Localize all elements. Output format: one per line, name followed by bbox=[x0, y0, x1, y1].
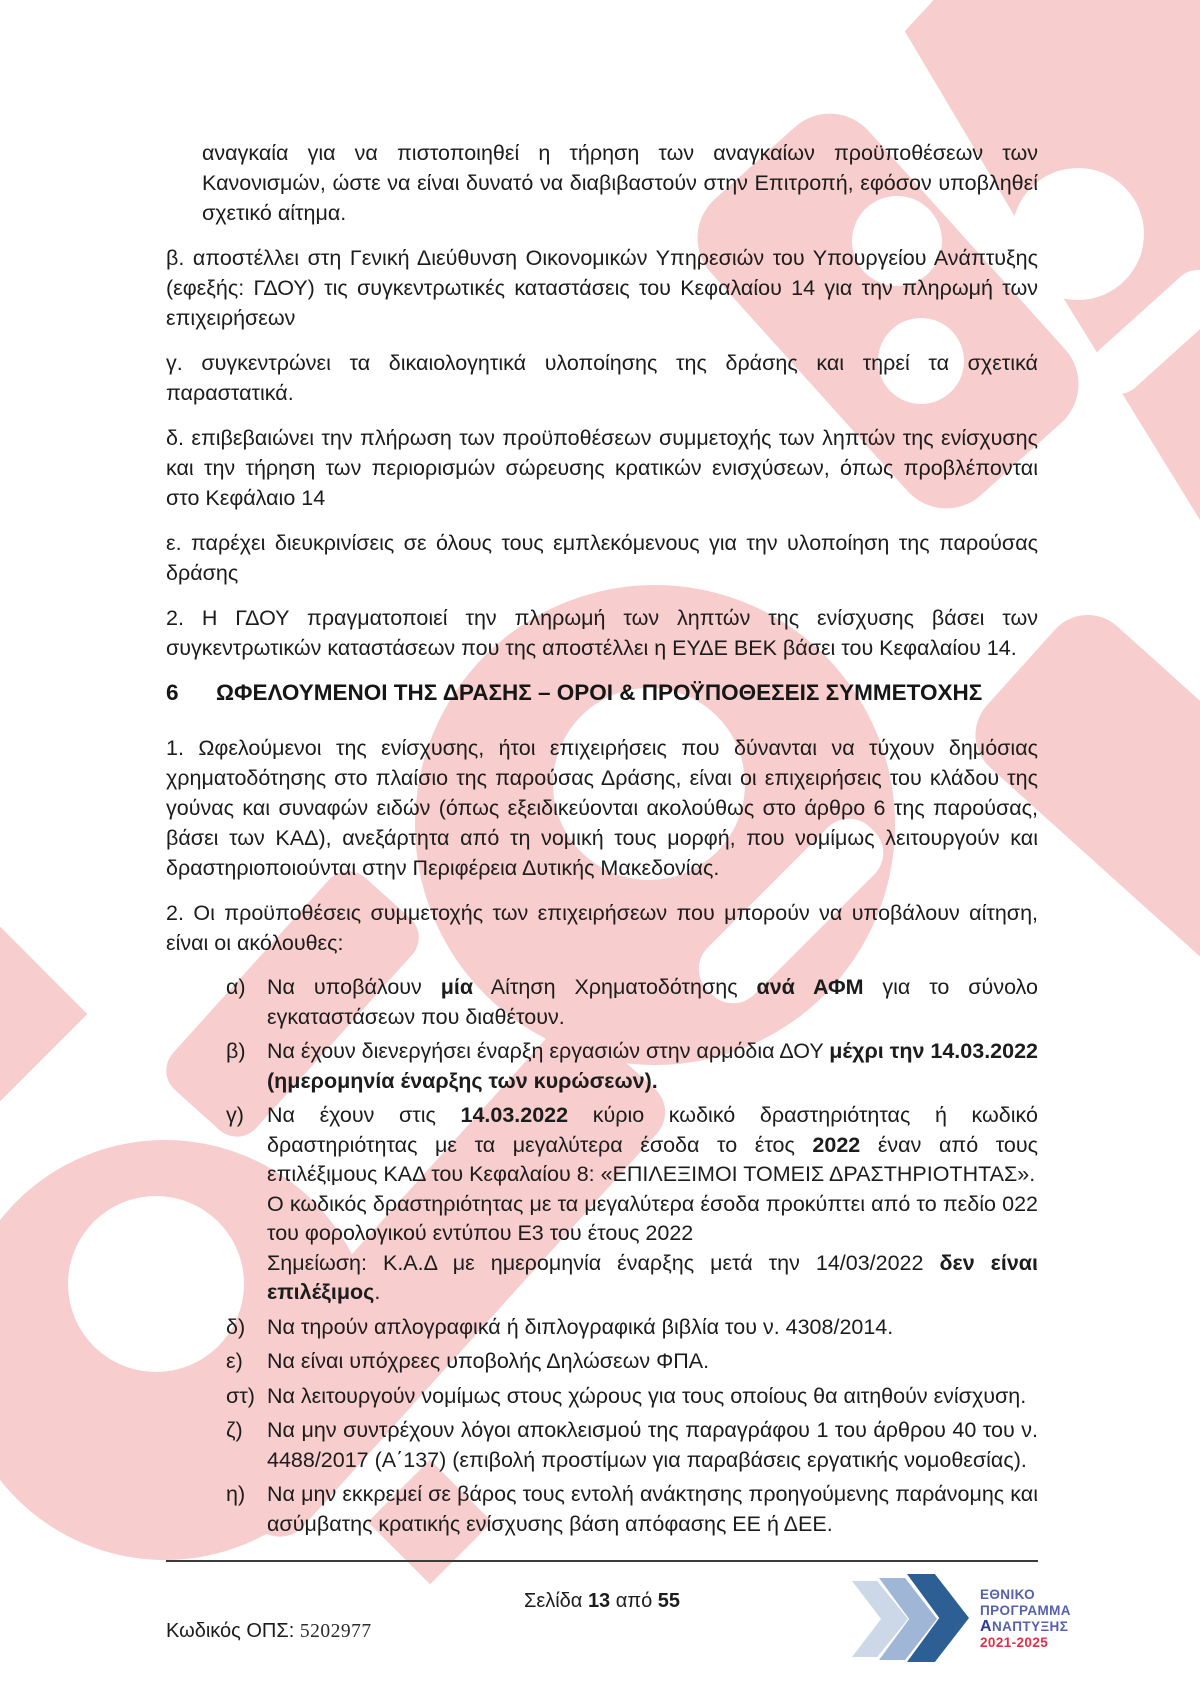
list-marker: ζ) bbox=[226, 1418, 243, 1442]
logo-line-3: ΑΝΑΠΤΥΞΗΣ bbox=[980, 1618, 1069, 1635]
list-item-text bbox=[267, 1382, 1038, 1412]
text: Να λειτουργούν νομίμως στους χώρους για τους οποίους θα αιτηθούν ενίσχυση. bbox=[267, 1383, 1027, 1408]
text: Να έχουν στις bbox=[267, 1103, 461, 1127]
list-item-paragraph bbox=[267, 1347, 1038, 1377]
bold-text: ανά ΑΦΜ bbox=[756, 975, 864, 999]
text: Αίτηση Χρηματοδότησης bbox=[473, 975, 757, 999]
list-item bbox=[226, 1037, 1038, 1096]
list-marker: δ) bbox=[226, 1314, 246, 1339]
list-item-text bbox=[267, 1101, 1038, 1308]
bold-text: δεν είναι επιλέξιμος bbox=[267, 1250, 1038, 1304]
document-body bbox=[166, 138, 1038, 1544]
paragraph bbox=[166, 138, 1038, 228]
list-item bbox=[226, 973, 1038, 1032]
bold-text: μία bbox=[440, 975, 474, 999]
section-number: 6 bbox=[166, 680, 179, 705]
text: Να υποβάλουν bbox=[267, 975, 441, 999]
list-item-text bbox=[267, 1480, 1038, 1539]
list-item-paragraph bbox=[267, 1190, 1038, 1249]
list-item bbox=[226, 1313, 1038, 1343]
page-total: 55 bbox=[657, 1590, 681, 1612]
logo-years: 2021-2025 bbox=[980, 1635, 1049, 1650]
list-item-paragraph bbox=[267, 1249, 1038, 1308]
watermark-edge-shape bbox=[0, 921, 87, 1108]
list-item-paragraph bbox=[267, 1480, 1038, 1539]
list-item bbox=[226, 1382, 1038, 1412]
text: 2. Οι προϋποθέσεις συμμετοχής των επιχειρήσεων που μπορούν να υποβάλουν αίτηση, είναι οι ακόλουθες: bbox=[166, 901, 1038, 955]
list-item-text bbox=[267, 1347, 1038, 1377]
page-number: 13 bbox=[587, 1590, 611, 1612]
bold-text: μέχρι την 14.03.2022 (ημερομηνία έναρξης των κυρώσεων). bbox=[267, 1039, 1038, 1093]
paragraph bbox=[166, 348, 1038, 408]
text: Να μην εκκρεμεί σε βάρος τους εντολή ανάκτησης προηγούμενης παράνομης και ασύμβατης κρατικής ενίσχυσης βάση απόφασης ΕΕ ή ΔΕΕ. bbox=[267, 1482, 1038, 1536]
text: Να είναι υπόχρεες υποβολής Δηλώσεων ΦΠΑ. bbox=[267, 1349, 710, 1373]
list-item-paragraph bbox=[267, 1382, 1038, 1412]
text: ε. παρέχει διευκρινίσεις σε όλους τους εμπλεκόμενους για την υλοποίηση της παρούσας δράσης bbox=[166, 531, 1038, 585]
text: Να έχουν διενεργήσει έναρξη εργασιών στην αρμόδια ΔΟΥ bbox=[267, 1039, 830, 1063]
ops-code bbox=[166, 1620, 372, 1643]
text: κύριο κωδικό δραστηριότητας ή κωδικό δραστηριότητας με τα μεγαλύτερα έσοδα το έτος bbox=[267, 1103, 1038, 1157]
list-item-text bbox=[267, 1037, 1038, 1096]
text: Να τηρούν απλογραφικά ή διπλογραφικά βιβλία του ν. 4308/2014. bbox=[267, 1314, 894, 1339]
list-item-paragraph bbox=[267, 1416, 1038, 1475]
list-marker: α) bbox=[226, 975, 246, 999]
list-marker: στ) bbox=[226, 1383, 255, 1408]
list-item-paragraph bbox=[267, 973, 1038, 1032]
paragraph bbox=[166, 603, 1038, 663]
footer-divider bbox=[166, 1560, 1038, 1562]
section-heading bbox=[166, 678, 1038, 708]
page-word: Σελίδα bbox=[523, 1590, 583, 1612]
paragraph bbox=[166, 528, 1038, 588]
conditions-list bbox=[226, 973, 1038, 1539]
text: έναν από τους επιλέξιμους ΚΑΔ του Κεφαλαίου 8: «ΕΠΙΛΕΞΙΜΟΙ ΤΟΜΕΙΣ ΔΡΑΣΤΗΡΙΟΤΗΤΑΣ». bbox=[267, 1132, 1039, 1186]
logo-text bbox=[980, 1587, 1071, 1651]
paragraph bbox=[166, 423, 1038, 513]
list-item bbox=[226, 1101, 1038, 1308]
ops-code-label: Κωδικός ΟΠΣ: bbox=[166, 1620, 295, 1642]
text: 2. Η ΓΔΟΥ πραγματοποιεί την πληρωμή των ληπτών της ενίσχυσης βάσει των συγκεντρωτικών καταστάσεων που της αποστέλλει η ΕΥΔΕ ΒΕΚ βάσει του Κεφαλαίου 14. bbox=[166, 606, 1038, 660]
bold-text: 2022 bbox=[812, 1132, 861, 1157]
text: για το σύνολο εγκαταστάσεων που διαθέτουν. bbox=[267, 975, 1038, 1029]
list-item bbox=[226, 1347, 1038, 1377]
text: Να μην συντρέχουν λόγοι αποκλεισμού της παραγράφου 1 του άρθρου 40 του ν. 4488/2017 (Α΄137) (επιβολή προστίμων για παραβάσεις εργατικής νομοθεσίας). bbox=[267, 1418, 1038, 1472]
paragraph bbox=[166, 898, 1038, 958]
national-development-programme-logo bbox=[852, 1574, 1071, 1664]
list-item-text bbox=[267, 973, 1038, 1032]
list-marker: ε) bbox=[226, 1349, 243, 1373]
list-item bbox=[226, 1480, 1038, 1539]
list-marker: β) bbox=[226, 1039, 246, 1063]
text: . bbox=[374, 1280, 381, 1304]
list-marker: η) bbox=[226, 1482, 246, 1506]
list-item-paragraph bbox=[267, 1101, 1038, 1190]
paragraph bbox=[166, 733, 1038, 883]
text: β. αποστέλλει στη Γενική Διεύθυνση Οικονομικών Υπηρεσιών του Υπουργείου Ανάπτυξης (εφεξής: ΓΔΟΥ) τις συγκεντρωτικές καταστάσεις του Κεφαλαίου 14 για την πληρωμή των επιχειρήσεων bbox=[166, 246, 1038, 330]
text: αναγκαία για να πιστοποιηθεί η τήρηση των αναγκαίων προϋποθέσεων των Κανονισμών, ώστε να είναι δυνατό να διαβιβαστούν στην Επιτροπή, εφόσον υποβληθεί σχετικό αίτημα. bbox=[202, 141, 1038, 225]
text: γ. συγκεντρώνει τα δικαιολογητικά υλοποίησης της δράσης και τηρεί τα σχετικά παραστατικά. bbox=[166, 351, 1038, 405]
logo-line-1: ΕΘΝΙΚΟ bbox=[980, 1587, 1036, 1602]
triple-chevron-icon bbox=[852, 1574, 972, 1664]
of-word: από bbox=[615, 1590, 653, 1612]
text: 1. Ωφελούμενοι της ενίσχυσης, ήτοι επιχειρήσεις που δύνανται να τύχουν δημόσιας χρηματοδότησης στο πλαίσιο της παρούσας Δράσης, είναι οι επιχειρήσεις του κλάδου της γούνας και συναφών ειδών (όπως εξειδικεύονται ακολούθως στο άρθρο 6 της παρούσας, βάσει των ΚΑΔ), ανεξάρτητα από τη νομική τους μορφή, που νομίμως λειτουργούν και δραστηριοποιούνται στην Περιφέρεια Δυτικής Μακεδονίας. bbox=[166, 736, 1038, 880]
list-item bbox=[226, 1416, 1038, 1475]
text: δ. επιβεβαιώνει την πλήρωση των προϋποθέσεων συμμετοχής των ληπτών της ενίσχυσης και την τήρηση των περιορισμών σώρευσης κρατικών ενισχύσεων, όπως προβλέπονται στο Κεφάλαιο 14 bbox=[166, 426, 1038, 510]
ops-code-value: 5202977 bbox=[299, 1621, 372, 1642]
list-item-paragraph bbox=[267, 1313, 1038, 1343]
text: Σημείωση: Κ.Α.Δ με ημερομηνία έναρξης μετά την 14/03/2022 bbox=[267, 1250, 940, 1275]
text: Ο κωδικός δραστηριότητας με τα μεγαλύτερα έσοδα προκύπτει από το πεδίο 022 του φορολογικού εντύπου Ε3 του έτους 2022 bbox=[267, 1191, 1038, 1245]
list-item-text bbox=[267, 1416, 1038, 1475]
list-marker: γ) bbox=[226, 1103, 244, 1127]
list-item-paragraph bbox=[267, 1037, 1038, 1096]
section-title: ΩΦΕΛΟΥΜΕΝΟΙ ΤΗΣ ΔΡΑΣΗΣ – ΟΡΟΙ & ΠΡΟΫΠΟΘΕΣΕΙΣ ΣΥΜΜΕΤΟΧΗΣ bbox=[216, 680, 983, 705]
list-item-text bbox=[267, 1313, 1038, 1343]
paragraph bbox=[166, 243, 1038, 333]
bold-text: 14.03.2022 bbox=[460, 1103, 569, 1127]
logo-line-2: ΠΡΟΓΡΑΜΜΑ bbox=[980, 1603, 1071, 1618]
